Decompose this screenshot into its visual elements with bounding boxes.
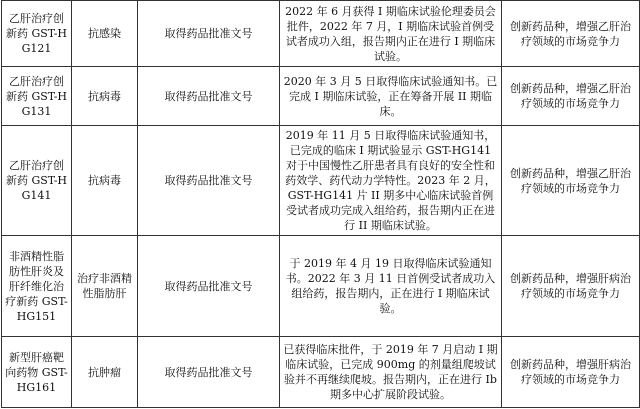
progress: 2022 年 6 月获得 I 期临床试验伦理委员会批件，2022 年 7 月，I 期临床试验首例受试者成功入组，报告期内正在进行 I 期临床试验。 xyxy=(285,4,496,63)
table-row xyxy=(2,67,640,126)
drug-pipeline-table xyxy=(1,0,640,408)
pipeline-table-body xyxy=(2,1,640,408)
target: 取得药品批准文号 xyxy=(164,27,253,40)
impact-cell xyxy=(502,67,640,126)
indication: 抗感染 xyxy=(88,27,121,40)
progress: 于 2019 年 4 月 19 日取得临床试验通知书。2022 年 3 月 11 日首例受试者成功入组给药，报告期内，正在进行 I 期临床试验。 xyxy=(285,257,496,315)
drug-name: 新型肝癌靶向药物 GST-HG161 xyxy=(5,350,68,394)
target-cell xyxy=(138,1,280,67)
progress-cell xyxy=(280,1,502,67)
impact-cell xyxy=(502,236,640,337)
impact-cell xyxy=(502,126,640,236)
indication-cell xyxy=(72,67,138,126)
impact: 创新药品种，增强乙肝治疗领域的市场竞争力 xyxy=(510,82,631,110)
drug-name-cell xyxy=(2,67,72,126)
target-cell xyxy=(138,126,280,236)
target: 取得药品批准文号 xyxy=(164,174,253,187)
impact: 创新药品种，增强乙肝治疗领域的市场竞争力 xyxy=(510,19,631,48)
target: 取得药品批准文号 xyxy=(164,279,253,293)
drug-name: 乙肝治疗创新药 GST-HG131 xyxy=(5,74,68,118)
progress-cell xyxy=(280,126,502,236)
table-row xyxy=(2,337,640,408)
indication-cell xyxy=(72,126,138,236)
target-cell xyxy=(138,236,280,337)
progress: 2020 年 3 月 5 日取得临床试验通知书。已完成 I 期临床试验，正在筹备开展 II 期临床。 xyxy=(283,74,498,118)
progress-cell xyxy=(280,67,502,126)
table-row xyxy=(2,126,640,236)
indication: 抗病毒 xyxy=(88,174,121,187)
impact: 创新药品种，增强肝病治疗领域的市场竞争力 xyxy=(510,358,631,386)
indication-cell xyxy=(72,337,138,408)
target: 取得药品批准文号 xyxy=(164,365,253,379)
target: 取得药品批准文号 xyxy=(164,89,253,103)
indication: 抗病毒 xyxy=(88,89,121,103)
impact-cell xyxy=(502,1,640,67)
impact-cell xyxy=(502,337,640,408)
drug-name-cell xyxy=(2,236,72,337)
impact: 创新药品种，增强肝病治疗领域的市场竞争力 xyxy=(510,272,631,300)
target-cell xyxy=(138,337,280,408)
table-row xyxy=(2,236,640,337)
indication: 治疗非酒精性脂肪肝 xyxy=(77,272,132,300)
drug-name-cell xyxy=(2,1,72,67)
table-row xyxy=(2,1,640,67)
progress-cell xyxy=(280,236,502,337)
target-cell xyxy=(138,67,280,126)
drug-name-cell xyxy=(2,337,72,408)
drug-name: 非酒精性脂肪性肝炎及肝纤维化治疗新药 GST-HG151 xyxy=(5,249,68,323)
progress: 2019 年 11 月 5 日取得临床试验通知书，已完成的临床 I 期试验显示 GST-HG141 对于中国慢性乙肝患者具有良好的安全性和药效学、药代动力学特性。2023 年 2 月，GST-HG141 片 II 期多中心临床试验首例受试者成功完成入组给药，报告期内正在进行 II 期临床试验。 xyxy=(285,129,496,232)
drug-name: 乙肝治疗创新药 GST-HG121 xyxy=(5,12,68,55)
progress: 已获得临床批件，于 2019 年 7 月启动 I 期临床试验，已完成 900mg 的剂量组爬坡试验并不再继续爬坡。报告期内，正在进行 Ib 期多中心扩展阶段试验。 xyxy=(283,343,498,401)
impact: 创新药品种，增强乙肝治疗领域的市场竞争力 xyxy=(510,166,631,195)
progress-cell xyxy=(280,337,502,408)
indication-cell xyxy=(72,236,138,337)
drug-name-cell xyxy=(2,126,72,236)
indication: 抗肿瘤 xyxy=(88,365,121,379)
drug-name: 乙肝治疗创新药 GST-HG141 xyxy=(5,159,68,202)
indication-cell xyxy=(72,1,138,67)
